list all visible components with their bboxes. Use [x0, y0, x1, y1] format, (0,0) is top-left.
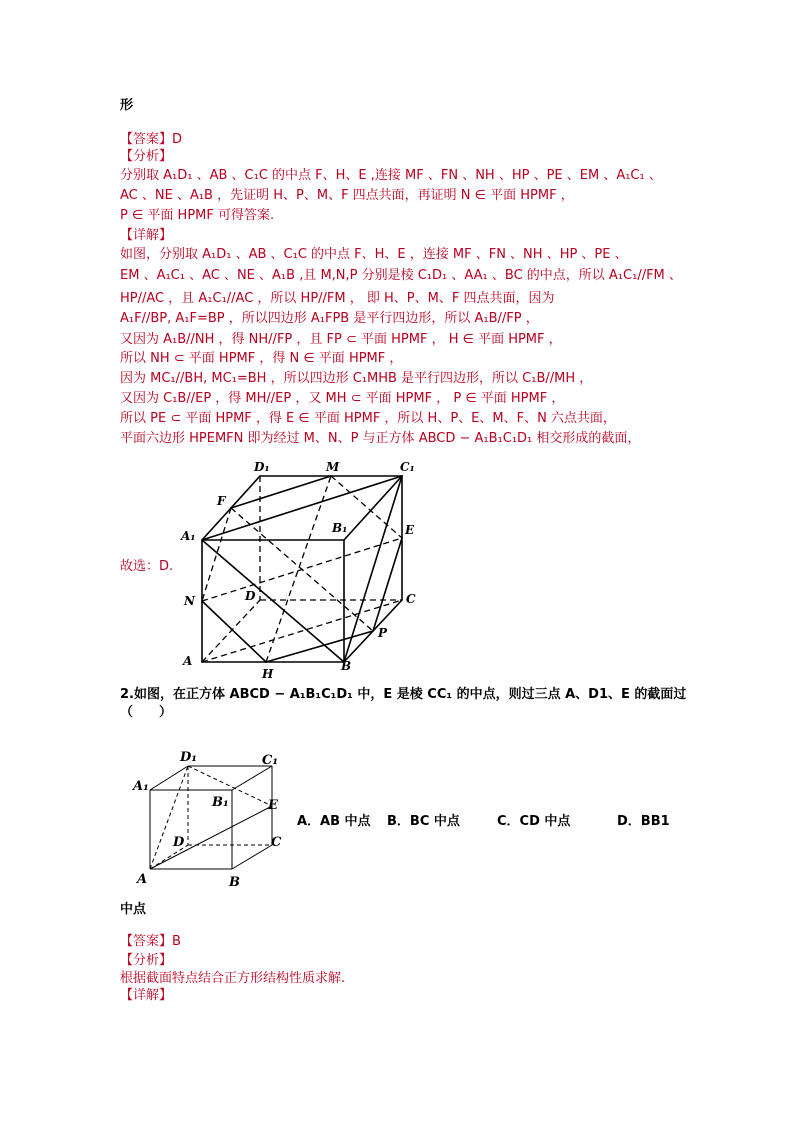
q1-detail-line: 所以 PE ⊂ 平面 HPMF ，得 E ∈ 平面 HPMF ，所以 H、P、E、M、F、N 六点共面， [120, 411, 616, 426]
q1-detail-line: HP//AC ，且 A₁C₁//AC ，所以 HP//FM ， 即 H、P、M、F 四点共面，因为 [120, 291, 555, 306]
q2-detail-label: 【详解】 [120, 988, 173, 1003]
fig2-label-C: C [271, 835, 282, 850]
fig1-label-H: H [262, 667, 274, 680]
fig2-label-D1: D₁ [180, 750, 197, 765]
q2-option-tail: 中点 [120, 902, 147, 917]
q1-analysis-line: 分别取 A₁D₁ 、AB 、C₁C 的中点 F、H、E ,连接 MF 、FN 、NH 、HP 、PE 、EM 、A₁C₁ 、 [120, 168, 662, 183]
fig1-label-E: E [405, 523, 415, 537]
q2-option-a: A．AB 中点 [297, 814, 371, 829]
fig1-label-C1: C₁ [400, 460, 415, 474]
fig1-label-B: B [341, 659, 352, 673]
q1-conclusion: 故选：D. [120, 559, 174, 574]
fig2-label-A1: A₁ [133, 779, 149, 794]
q2-option-c: C．CD 中点 [497, 814, 571, 829]
q2-analysis-label: 【分析】 [120, 953, 173, 968]
q1-analysis-line: P ∈ 平面 HPMF 可得答案. [120, 208, 275, 223]
q1-analysis-label: 【分析】 [120, 149, 173, 164]
q2-answer: 【答案】B [120, 934, 181, 949]
fig1-label-P: P [378, 626, 388, 640]
q1-cube-figure [178, 455, 428, 680]
q2-stem-line2: （ ） [120, 705, 173, 720]
fig2-label-B1: B₁ [212, 795, 229, 810]
fig1-label-C: C [406, 592, 416, 606]
fig1-label-F: F [217, 494, 226, 508]
previous-question-fragment: 形 [120, 98, 134, 113]
fig1-label-N: N [184, 594, 195, 608]
q2-option-b: B．BC 中点 [387, 814, 460, 829]
fig1-label-M: M [326, 460, 340, 474]
q2-stem-line1: 2.如图，在正方体 ABCD − A₁B₁C₁D₁ 中，E 是棱 CC₁ 的中点，则过三点 A、D1、E 的截面过 [120, 687, 687, 702]
fig1-label-B1: B₁ [332, 521, 348, 535]
q1-analysis-line: AC 、NE 、A₁B ，先证明 H、P、M、F 四点共面，再证明 N ∈ 平面 HPMF ， [120, 188, 574, 203]
fig1-label-A1: A₁ [181, 529, 196, 543]
fig2-label-D: D [173, 835, 185, 850]
fig2-label-A: A [137, 872, 148, 887]
q2-option-d: D．BB1 [617, 814, 670, 829]
q1-detail-line: 所以 NH ⊂ 平面 HPMF ，得 N ∈ 平面 HPMF ， [120, 351, 403, 366]
q1-detail-line: 又因为 C₁B//EP ，得 MH//EP ，又 MH ⊂ 平面 HPMF ， P ∈ 平面 HPMF ， [120, 391, 565, 406]
q1-detail-line: 如图，分别取 A₁D₁ 、AB 、C₁C 的中点 F、H、E ，连接 MF 、FN 、NH 、HP 、PE 、 [120, 247, 628, 262]
fig1-label-A: A [183, 654, 193, 668]
fig1-label-D1: D₁ [254, 460, 270, 474]
q2-analysis-line: 根据截面特点结合正方形结构性质求解. [120, 971, 346, 986]
q1-answer: 【答案】D [120, 132, 183, 147]
q2-cube-figure [128, 745, 293, 893]
fig1-label-D: D [245, 589, 256, 603]
q1-detail-line: A₁F//BP, A₁F=BP ，所以四边形 A₁FPB 是平行四边形，所以 A₁B//FP ， [120, 311, 539, 326]
fig2-label-E: E [268, 798, 278, 813]
fig2-label-C1: C₁ [262, 753, 279, 768]
q1-detail-line: 平面六边形 HPEMFN 即为经过 M、N、P 与正方体 ABCD − A₁B₁C₁D₁ 相交形成的截面， [120, 431, 641, 446]
q1-detail-label: 【详解】 [120, 228, 173, 243]
q1-detail-line: 又因为 A₁B//NH ，得 NH//FP ，且 FP ⊂ 平面 HPMF ， H ∈ 平面 HPMF ， [120, 332, 562, 347]
q1-detail-line: 因为 MC₁//BH, MC₁=BH ，所以四边形 C₁MHB 是平行四边形，所以 C₁B//MH ， [120, 371, 593, 386]
q1-detail-line: EM 、A₁C₁ 、AC 、NE 、A₁B ,且 M,N,P 分别是棱 C₁D₁ 、AA₁ 、BC 的中点，所以 A₁C₁//FM 、 [120, 268, 682, 283]
fig2-label-B: B [229, 875, 240, 890]
